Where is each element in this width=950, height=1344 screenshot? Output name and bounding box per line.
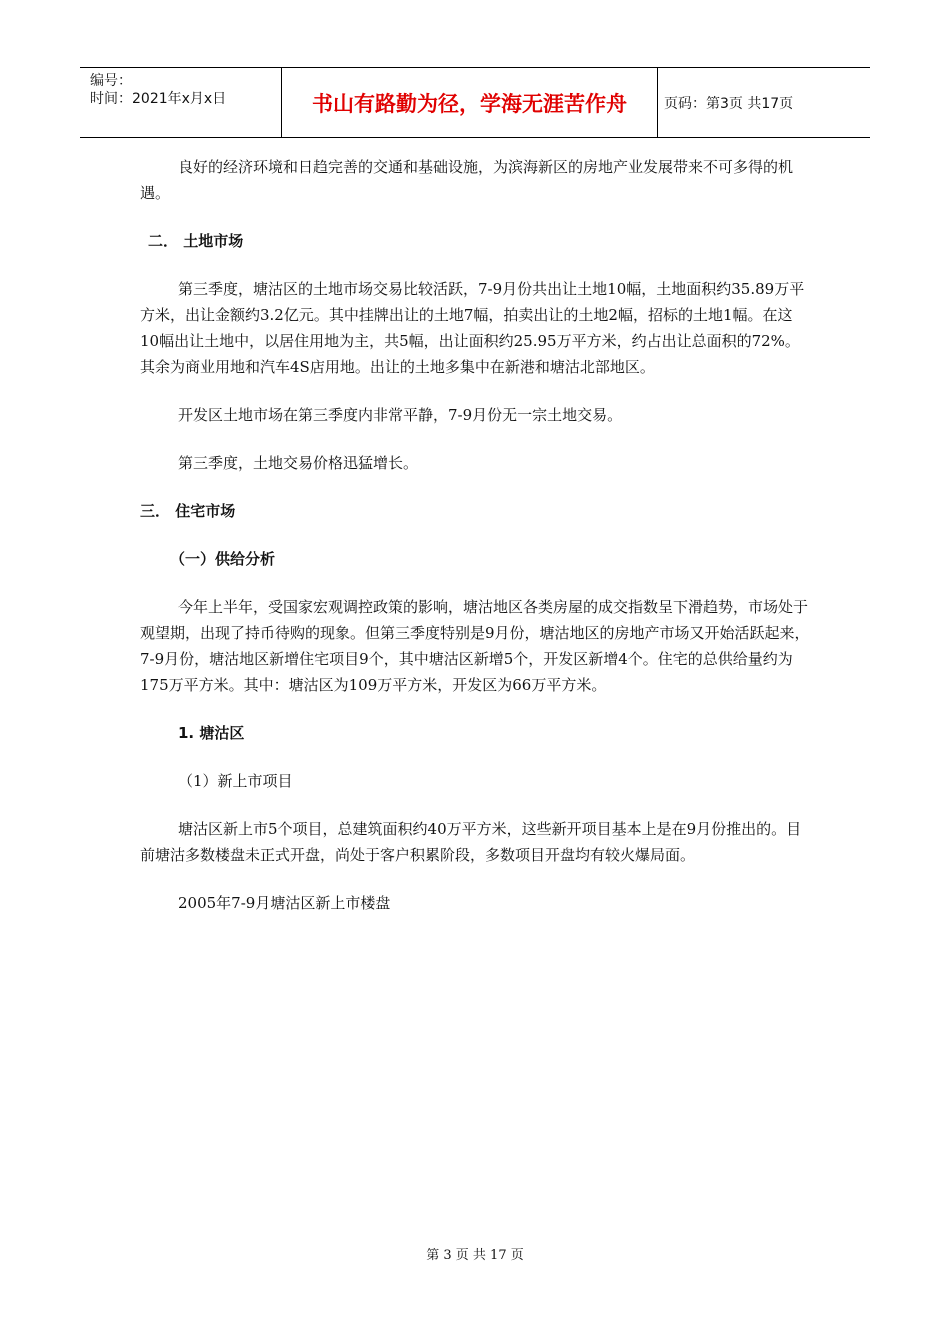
paragraph: 开发区土地市场在第三季度内非常平静，7-9月份无一宗土地交易。: [178, 406, 623, 424]
header-meta: [80, 68, 282, 137]
time-label: 时间：2021年x月x日: [90, 91, 227, 107]
subsection-heading: 1. 塘沽区: [178, 724, 245, 742]
section-heading: 三． 住宅市场: [140, 502, 236, 520]
item-heading: （1）新上市项目: [178, 772, 293, 790]
paragraph: 良好的经济环境和日趋完善的交通和基础设施，为滨海新区的房地产业发展带来不可多得的机遇。: [140, 158, 794, 202]
header-page-info: 页码：第3页 共17页: [664, 95, 794, 112]
serial-label: 编号：: [90, 73, 132, 89]
document-body: [140, 154, 810, 916]
paragraph: 第三季度，塘沽区的土地市场交易比较活跃，7-9月份共出让土地10幅，土地面积约35.89万平方米，出让金额约3.2亿元。其中挂牌出让的土地7幅，拍卖出让的土地2幅，招标的土地1幅。在这10幅出让土地中，以居住用地为主，共5幅，出让面积约25.95万平方米，约占出让总面积的72%。其余为商业用地和汽车4S店用地。出让的土地多集中在新港和塘沽北部地区。: [140, 280, 805, 376]
table-caption: 2005年7-9月塘沽区新上市楼盘: [178, 894, 391, 912]
subsection-heading: （一）供给分析: [170, 550, 276, 568]
section-heading: 二． 土地市场: [148, 232, 244, 250]
paragraph: 塘沽区新上市5个项目，总建筑面积约40万平方米，这些新开项目基本上是在9月份推出的。目前塘沽多数楼盘未正式开盘，尚处于客户积累阶段，多数项目开盘均有较火爆局面。: [140, 820, 802, 864]
header-motto: 书山有路勤为径，学海无涯苦作舟: [282, 68, 658, 137]
page-footer: 第 3 页 共 17 页: [426, 1248, 524, 1263]
page-header: [80, 67, 870, 138]
paragraph: 今年上半年，受国家宏观调控政策的影响，塘沽地区各类房屋的成交指数呈下滑趋势，市场处于观望期，出现了持币待购的现象。但第三季度特别是9月份，塘沽地区的房地产市场又开始活跃起来，7-9月份，塘沽地区新增住宅项目9个，其中塘沽区新增5个，开发区新增4个。住宅的总供给量约为175万平方米。其中：塘沽区为109万平方米，开发区为66万平方米。: [140, 598, 810, 694]
paragraph: 第三季度，土地交易价格迅猛增长。: [178, 454, 419, 472]
